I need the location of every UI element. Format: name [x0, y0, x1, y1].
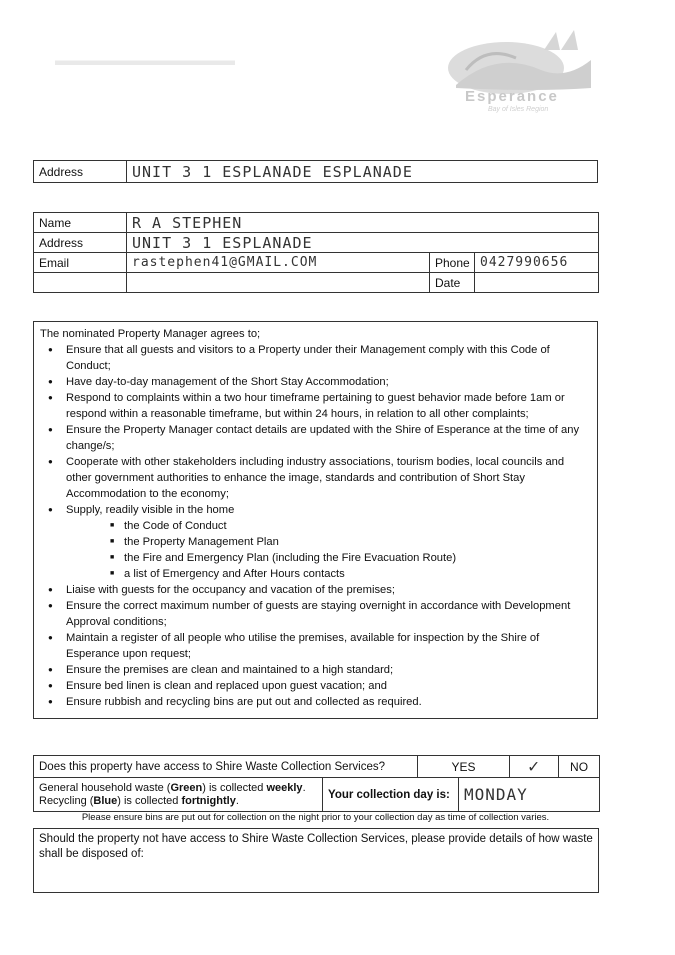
date-field[interactable]	[475, 273, 599, 293]
agreement-item: ● Maintain a register of all people who utilise the premises, available for inspection by the Shire of Esperance upon request;	[40, 630, 591, 662]
agreement-item: ● Liaise with guests for the occupancy and vacation of the premises;	[40, 582, 591, 598]
agreement-item: ● Respond to complaints within a two hour timeframe pertaining to guest behavior made before 1am or respond within a reasonable timeframe, but within 24 hours, in relation to all other complaints;	[40, 390, 591, 422]
waste-access-question: Does this property have access to Shire Waste Collection Services?	[34, 756, 418, 778]
agreement-subitem: ■ the Fire and Emergency Plan (including the Fire Evacuation Route)	[40, 550, 591, 566]
collection-day-label: Your collection day is:	[323, 778, 459, 812]
logo-wordmark: Esperance	[465, 88, 559, 105]
agreement-item: ● Ensure the premises are clean and maintained to a high standard;	[40, 662, 591, 678]
bleed-through-line: ▬▬▬▬▬▬▬▬▬▬▬▬	[55, 52, 235, 69]
name-label: Name	[34, 213, 127, 233]
blank-field[interactable]	[127, 273, 430, 293]
agreement-item: ● Ensure that all guests and visitors to a Property under their Management comply with this Code of Conduct;	[40, 342, 591, 374]
date-label: Date	[430, 273, 475, 293]
agreement-intro: The nominated Property Manager agrees to;	[40, 328, 261, 340]
property-address-table	[33, 160, 598, 183]
name-field[interactable]	[127, 213, 599, 233]
agreement-item: ● Ensure bed linen is clean and replaced upon guest vacation; and	[40, 678, 591, 694]
phone-label: Phone	[430, 253, 475, 273]
manager-address-value: UNIT 3 1 ESPLANADE	[132, 233, 313, 252]
agreement-item: ● Have day-to-day management of the Short Stay Accommodation;	[40, 374, 591, 390]
collection-day-field[interactable]	[459, 778, 600, 812]
waste-disposal-details-field[interactable]	[33, 828, 599, 893]
manager-address-label: Address	[34, 233, 127, 253]
manager-address-field[interactable]	[127, 233, 599, 253]
email-value: rastephen41@GMAIL.COM	[132, 255, 318, 270]
agreement-item: ● Ensure rubbish and recycling bins are put out and collected as required.	[40, 694, 591, 710]
agreement-subitem: ■ the Code of Conduct	[40, 518, 591, 534]
email-field[interactable]	[127, 253, 430, 273]
property-address-value: UNIT 3 1 ESPLANADE ESPLANADE	[132, 162, 413, 181]
property-manager-agreement	[33, 321, 598, 719]
yes-label: YES	[418, 756, 510, 778]
agreement-item: ● Ensure the Property Manager contact details are updated with the Shire of Esperance at the time of any change/s;	[40, 422, 591, 454]
phone-value: 0427990656	[480, 255, 569, 270]
agreement-item: ● Cooperate with other stakeholders including industry associations, tourism bodies, local councils and other government authorities to enhance the image, standards and contribution of Short Stay Accommodation to the economy;	[40, 454, 591, 502]
agreement-subitem: ■ the Property Management Plan	[40, 534, 591, 550]
waste-disposal-prompt: Should the property not have access to Shire Waste Collection Services, please provide details of how waste shall be disposed of:	[39, 833, 593, 860]
agreement-item: ● Supply, readily visible in the home	[40, 502, 591, 518]
logo-tagline: Bay of Isles Region	[488, 106, 549, 113]
yes-checkbox[interactable]	[510, 756, 559, 778]
waste-collection-table	[33, 755, 600, 812]
agreement-list	[40, 342, 591, 710]
phone-field[interactable]	[475, 253, 599, 273]
blank-label-cell	[34, 273, 127, 293]
bins-note: Please ensure bins are put out for collection on the night prior to your collection day as time of collection varies.	[81, 812, 550, 823]
no-label: NO	[559, 756, 600, 778]
name-value: R A STEPHEN	[132, 213, 243, 232]
agreement-subitem: ■ a list of Emergency and After Hours contacts	[40, 566, 591, 582]
address-label: Address	[34, 161, 127, 183]
check-mark-icon: ✓	[528, 756, 540, 777]
email-label: Email	[34, 253, 127, 273]
property-manager-contact-table	[33, 212, 599, 293]
collection-schedule-info: General household waste (Green) is collected weekly. Recycling (Blue) is collected fortnightly.	[34, 778, 323, 812]
property-address-field[interactable]	[127, 161, 598, 183]
agreement-item: ● Ensure the correct maximum number of guests are staying overnight in accordance with Development Approval conditions;	[40, 598, 591, 630]
collection-day-value: MONDAY	[464, 785, 528, 804]
